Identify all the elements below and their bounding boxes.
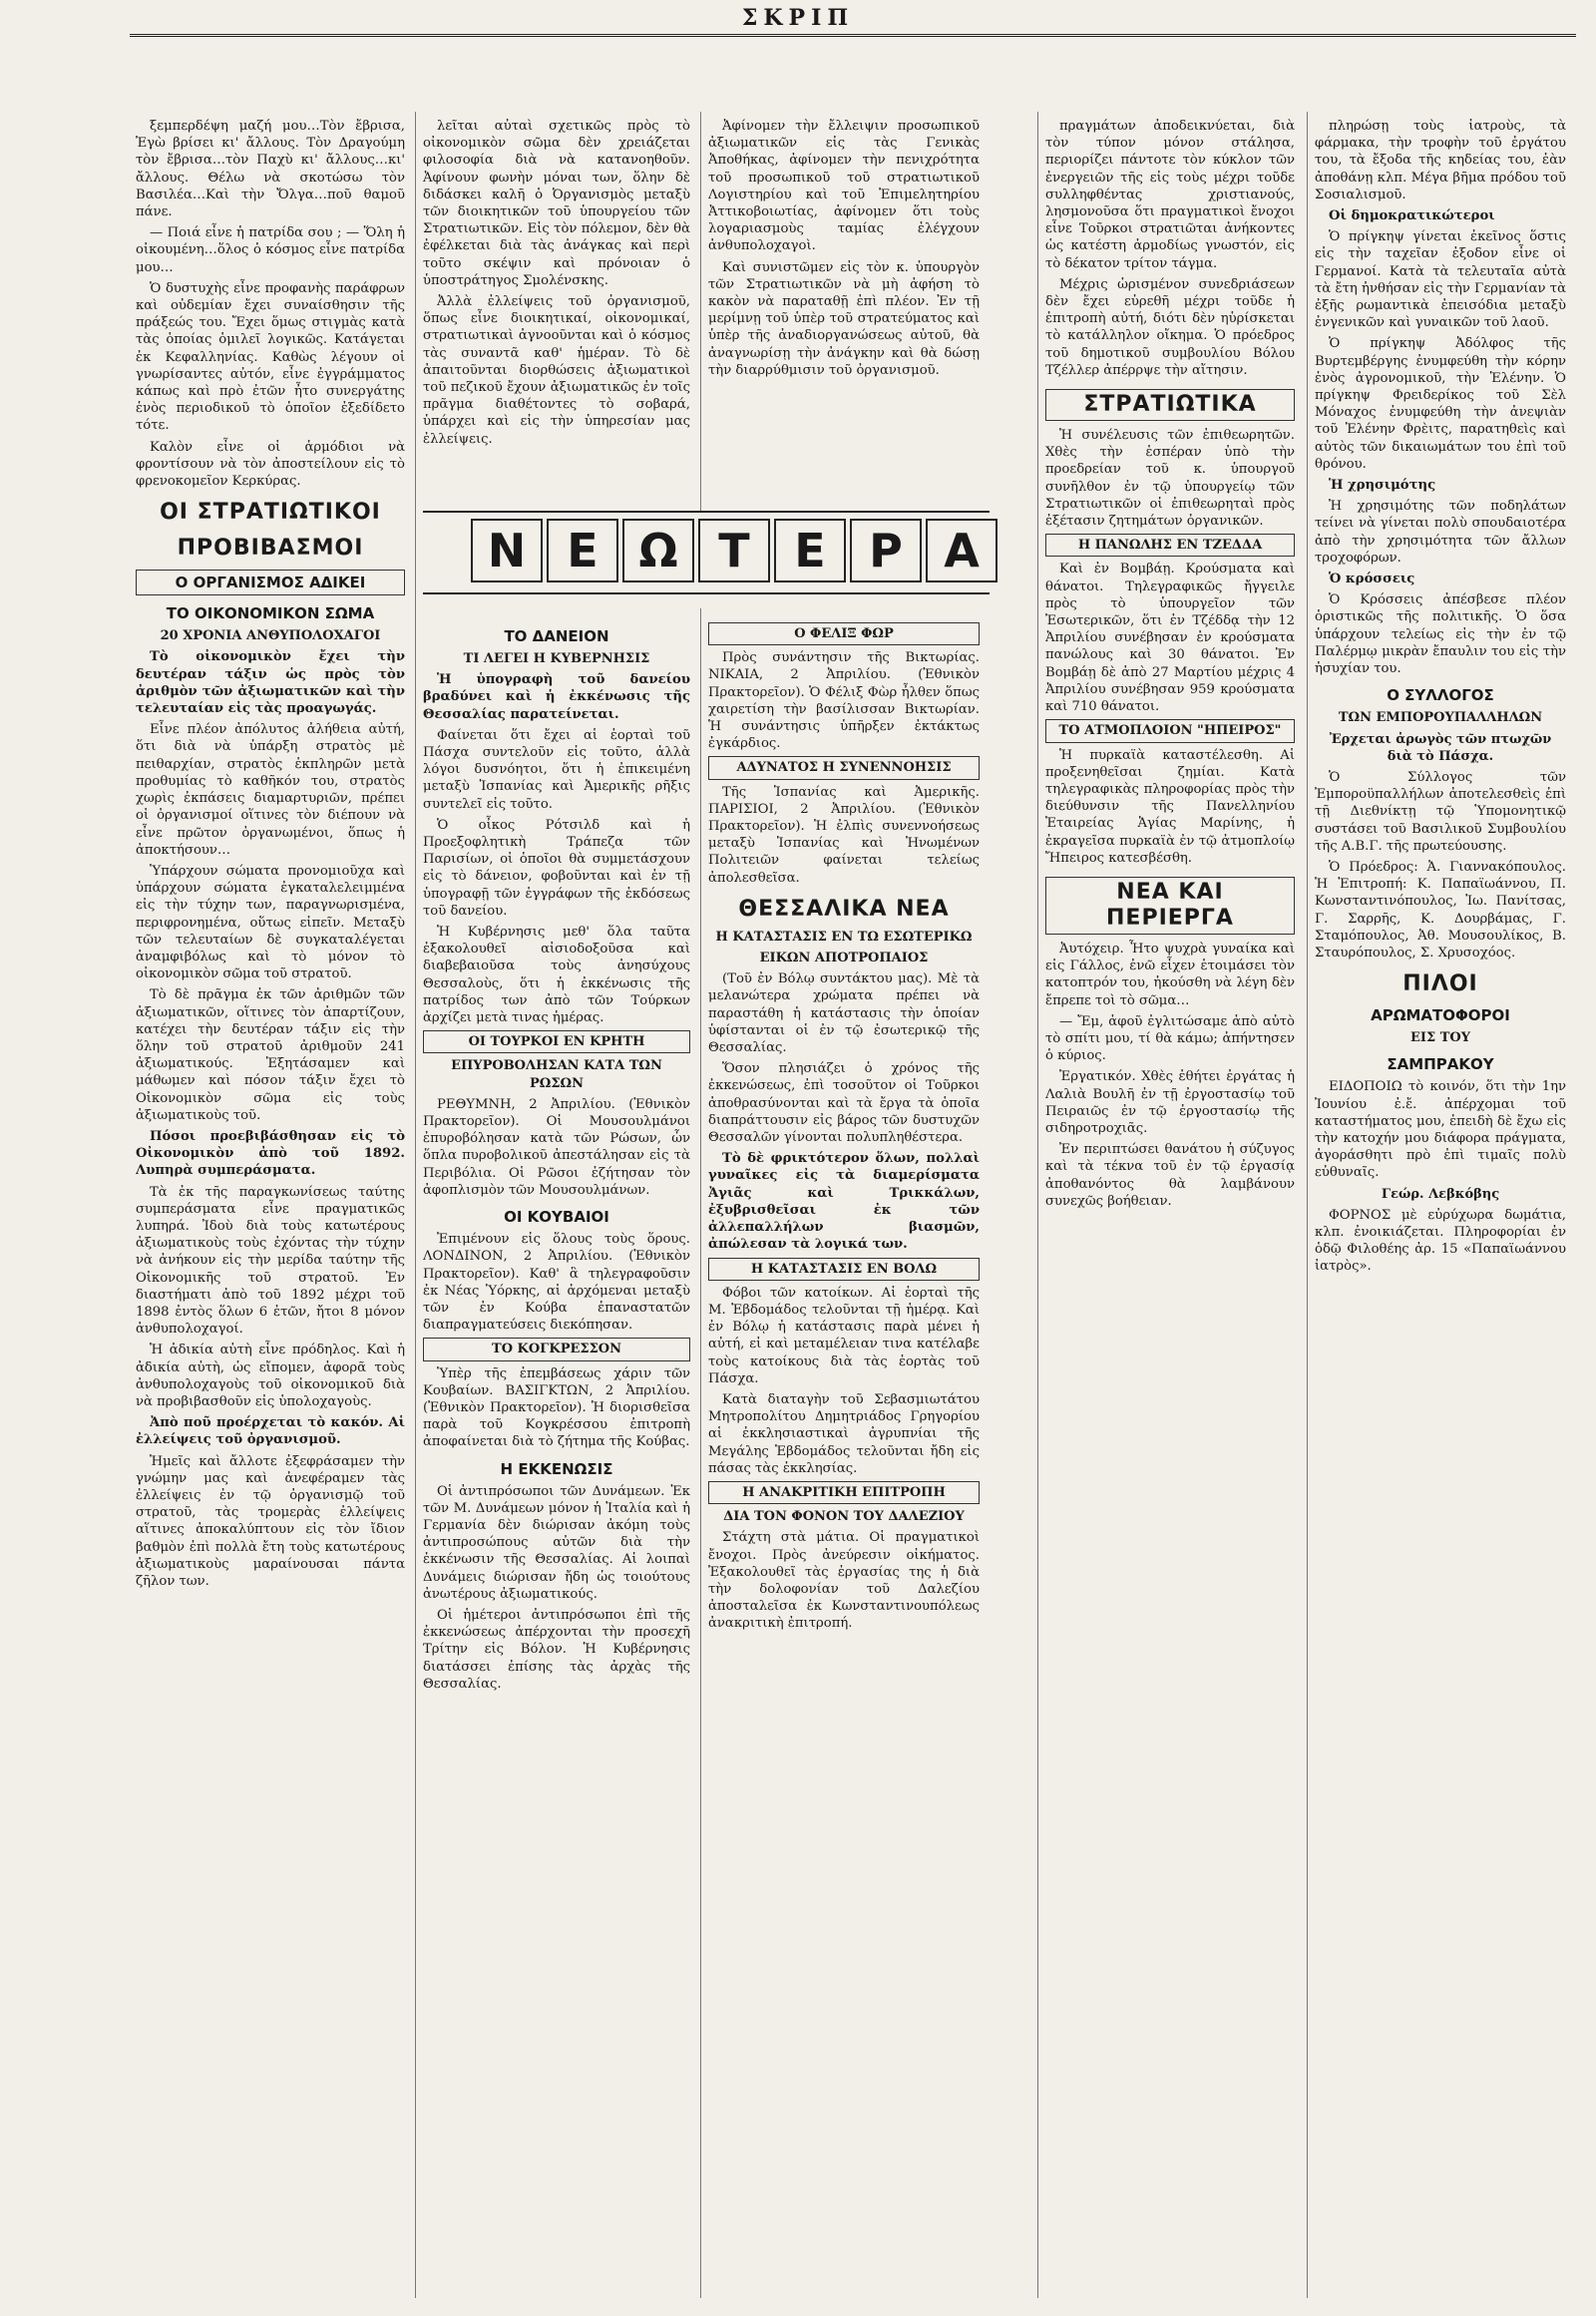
advertisement-text: ΦΟΡΝΟΣ μὲ εὐρύχωρα δωμάτια, κλπ. ἐνοικιάζεται. Πληροφορίαι ἐν ὁδῷ Φιλοθέης ἀρ. 15 «Παπαϊωάννου ἰατρὸς». [1315, 1207, 1566, 1275]
article-text: — Ἔμ, ἀφοῦ ἐγλιτώσαμε ἀπὸ αὐτὸ τὸ σπίτι μου, τί θὰ κάμω; ἀπήντησεν ὁ κύριος. [1045, 1013, 1295, 1064]
column-3-news [708, 618, 980, 2297]
column-2-top [423, 118, 690, 557]
column-divider [700, 112, 701, 511]
article-text: Ὁ δυστυχὴς εἶνε προφανὴς παράφρων καὶ οὐδεμίαν ἔχει συναίσθησιν τῆς πράξεώς του. Ἔχει ὅμως στιγμὰς κατὰ τὰς ὁποίας ὁμιλεῖ λογικῶς. Κατάγεται ἐκ Κεφαλληνίας. Καθὼς λέγουν οἱ γνωρίσαντες αὐτόν, εἶνε ἐγγράμματος κάπως καὶ πρὸ ἐτῶν ἦτο συνεργάτης ἑνὸς περιοδικοῦ τὸ ὁποῖον ἐξεδίδετο τότε. [136, 280, 405, 434]
article-text: Οἱ ἡμέτεροι ἀντιπρόσωποι ἐπὶ τῆς ἐκκενώσεως ἀπέρχονται τὴν προσεχῆ Τρίτην εἰς Βόλον. Ἡ Κυβέρνησις διατάσσει ἐπίσης τὰς ἀρχὰς τῆς Θεσσαλίας. [423, 1607, 690, 1692]
section-lead: Ἡ χρησιμότης [1329, 478, 1436, 494]
article-text: Τὰ ἐκ τῆς παραγκωνίσεως ταύτης συμπεράσματα εἶνε πραγματικῶς λυπηρά. Ἰδοὺ διὰ τοὺς κατωτέρους ἀξιωματικοὺς τοὺς ἐχόντας τὴν τύχην νὰ ἀνήκουν εἰς τὴν μερίδα ταύτην τῆς Οἰκονομικῆς τοῦ στρατοῦ. Ἐν διαστήματι ἀπὸ τοῦ 1892 μέχρι τοῦ 1898 ἐντὸς ὅλων 6 ἐτῶν, ἤτοι 8 μόνον ἀνθυπολοχαγοί. [136, 1184, 405, 1338]
column-3-top [708, 118, 980, 562]
article-text: Ἐν περιπτώσει θανάτου ἡ σύζυγος καὶ τὰ τέκνα τοῦ ἐν τῷ ἐργασίᾳ ἀποθανόντος θὰ λαμβάνουν συνεχῶς βοήθειαν. [1045, 1142, 1295, 1209]
lead-text: Ἡ ὑπογραφὴ τοῦ δανείου βραδύνει καὶ ἡ ἐκκένωσις τῆς Θεσσαλίας παρατείνεται. [423, 672, 690, 722]
article-text: Ἀφίνομεν τὴν ἔλλειψιν προσωπικοῦ ἀξιωματικῶν εἰς τὰς Γενικὰς Ἀποθήκας, ἀφίνομεν τὴν πενιχρότητα τοῦ προσωπικοῦ τοῦ στρατιωτικοῦ Λογιστηρίου καὶ τοῦ Ἐπιμελητηρίου Ἀττικοβοιωτίας, ἀφίνομεν ὅτι τοὺς λογαριασμοὺς ταμίας ἐλέγχουν ἀνθυπολοχαγοὶ. [708, 119, 980, 254]
subheadline: ΤΟ ΟΙΚΟΝΟΜΙΚΟΝ ΣΩΜΑ [166, 604, 375, 623]
banner-letter: Α [926, 519, 998, 582]
column-2-news [423, 618, 690, 2297]
subheadline: Η ΚΑΤΑΣΤΑΣΙΣ ΕΝ ΤΩ ΕΣΩΤΕΡΙΚΩ [715, 929, 973, 945]
subheadline: ΕΙΚΩΝ ΑΠΟΤΡΟΠΑΙΟΣ [759, 951, 929, 966]
subheadline: Ο ΟΡΓΑΝΙΣΜΟΣ ΑΔΙΚΕΙ [136, 570, 405, 595]
advertisement-title: ΑΡΩΜΑΤΟΦΟΡΟΙ [1371, 1006, 1510, 1025]
article-text: πραγμάτων ἀποδεικνύεται, διὰ τὸν τύπον μόνον στάλησα, περιορίζει πάντοτε τὸν κύκλον τῶν ἐνεργειῶν τῆς εἰς τοὺς μέχρι τοῦδε συλληφθέντας χριστιανούς, λησμονοῦσα ὅτι πραγματικοὶ ἔνοχοι εἶνε Τοῦρκοι στρατιῶται ἀνήκοντες ὡς κατέστη ἁρμοδίως γνωστόν, εἰς τὸ δέκατον τρίτον τάγμα. [1045, 119, 1295, 271]
article-text: Ἐργατικόν. Χθὲς ἐθήτει ἐργάτας ἡ Λαλιὰ Βουλῆ ἐν τῇ ἐργοστασίῳ τοῦ Πειραιῶς ἐν τῷ ἐργοστασίῳ τῆς σιδηροτροχιᾶς. [1045, 1069, 1295, 1136]
masthead [0, 0, 1596, 72]
advertisement-title: ΣΑΜΠΡΑΚΟΥ [1387, 1055, 1494, 1074]
subheadline: 20 ΧΡΟΝΙΑ ΑΝΘΥΠΟΛΟΧΑΓΟΙ [160, 628, 381, 644]
advertisement-text: ΕΙΔΟΠΟΙΩ τὸ κοινόν, ὅτι τὴν 1ην Ἰουνίου ἐ.ἔ. ἀπέρχομαι τοῦ καταστήματος μου, ἐπειδὴ δὲ ἔχω εἰς τὴν κατοχήν μου διάφορα πράγματα, ἀγοράσθητι πρὸ ἐπὶ τιμαῖς πολὺ εὐθυναῖς. [1315, 1079, 1566, 1181]
headline: Η ΚΑΤΑΣΤΑΣΙΣ ΕΝ ΒΟΛΩ [708, 1258, 980, 1281]
article-text: ΡΕΘΥΜΝΗ, 2 Ἀπριλίου. (Ἐθνικὸν Πρακτορεῖον). Οἱ Μουσουλμάνοι ἐπυροβόλησαν κατὰ τῶν Ρώσων, ὧν ὅπλα πυροβολικοῦ ἀπεστάλησαν εἰς τὰ Περιβόλια. Οἱ Ρῶσοι ἐζήτησαν τὸν ἀφοπλισμὸν τῶν Μουσουλμάνων. [423, 1096, 690, 1198]
article-text: Στάχτη στὰ μάτια. Οἱ πραγματικοὶ ἔνοχοι. Πρὸς ἀνεύρεσιν οἰκήματος. Ἐξακολουθεῖ τὰς ἐργασίας της ἡ διὰ τὴν δολοφονίαν τοῦ Δαλεζίου ἀποσταλεῖσα ἐκ Κωνσταντινουπόλεως ἀνακριτικὴ ἐπιτροπή. [708, 1530, 980, 1632]
headline: ΝΕΑ ΚΑΙ ΠΕΡΙΕΡΓΑ [1045, 877, 1295, 935]
headline: Ο ΦΕΛΙΞ ΦΩΡ [708, 622, 980, 645]
headline: Η ΕΚΚΕΝΩΣΙΣ [500, 1459, 613, 1478]
subheadline: ΕΠΥΡΟΒΟΛΗΣΑΝ ΚΑΤΑ ΤΩΝ ΡΩΣΩΝ [451, 1058, 662, 1091]
headline: Η ΑΝΑΚΡΙΤΙΚΗ ΕΠΙΤΡΟΠΗ [708, 1481, 980, 1504]
article-text: Μέχρις ὡρισμένον συνεδριάσεων δὲν ἔχει εὑρεθῆ μέχρι τοῦδε ἡ ἐπιτροπὴ αὐτή, διότι δὲν ηὑρίσκεται τὸ κατάλληλον οἴκημα. Ὁ πρόεδρος τοῦ δημοτικοῦ συμβουλίου Βόλου Τζέλλερ ἀπέρρψε τὴν αἴτησιν. [1045, 276, 1295, 378]
headline: ΟΙ ΣΤΡΑΤΙΩΤΙΚΟΙ [160, 500, 381, 526]
article-text: Ὁ πρίγκηψ γίνεται ἐκεῖνος ὅστις εἰς τὴν ταχεῖαν ἐξοδον εἶνε οἱ Γερμανοί. Κατὰ τὰ τελευταῖα αὐτὰ τὰ ἔτη ἠνθήσαν εἰς τὴν Γερμανίαν τὰ ἐξῆς ρωμαντικὰ ἐπεισόδια μεταξὺ ἐνγενικῶν καὶ γυναικῶν τοῦ λαοῦ. [1315, 229, 1566, 331]
article-text: Πρὸς συνάντησιν τῆς Βικτωρίας. ΝΙΚΑΙΑ, 2 Ἀπριλίου. (Ἐθνικὸν Πρακτορεῖον). Ὁ Φέλιξ Φὼρ ἦλθεν ὅπως χαιρετίση τὴν βασίλισσαν Βικτωρίαν. Ἡ συνάντησις ὑπῆρξεν ἐκτάκτως ἐγκάρδιος. [708, 650, 980, 752]
news-banner [471, 519, 1109, 582]
article-text: Ὁ Κρόσσεις ἀπέσβεσε πλέον ὁριστικῶς τῆς πολιτικῆς. Ὁ ὅσα ὑπάρχουν τελείως εἰς τὴν ἐν τῷ Παλέρμῳ μικρὰν ἔπαυλιν του εἰς τὴν ἡσυχίαν του. [1315, 592, 1566, 677]
advertisement-title: ΠΙΛΟΙ [1402, 971, 1478, 997]
banner-letter: Ρ [850, 519, 922, 582]
article-text: Ὑπὲρ τῆς ἐπεμβάσεως χάριν τῶν Κουβαίων. ΒΑΣΙΓΚΤΩΝ, 2 Ἀπριλίου. (Ἐθνικὸν Πρακτορεῖον). Ἡ διορισθεῖσα παρὰ τοῦ Κογκρέσσου ἐπιτροπὴ ἀποφαίνεται διὰ τὸ ζήτημα τῆς Κούβας. [423, 1365, 690, 1450]
article-text: Ἡμεῖς καὶ ἄλλοτε ἐξεφράσαμεν τὴν γνώμην μας καὶ ἀνεφέραμεν τὰς ἐλλείψεις ἐν τῷ ὀργανισμῷ τοῦ στρατοῦ, τὰς τρομερὰς ἐλλείψεις αἵτινες ἀποκαλύπτουν εἰς τὸν ἴδιον βαθμὸν ἐπὶ πολλὰ ἔτη τοὺς κατωτέρους ἀξιωματικοὺς μαραίνουσαι πάντα ζῆλον των. [136, 1453, 405, 1590]
column-4 [1045, 118, 1295, 2297]
article-text: Ὑπάρχουν σώματα προνομιοῦχα καὶ ὑπάρχουν σώματα ἐγκαταλελειμμένα εἰς τὴν τύχην των, παραγνωρισμένα, περιφρονημένα, οὕτως εἰπεῖν. Μεταξὺ τῶν τελευταίων δὲ συγκαταλέγεται ἀναμφιβόλως καὶ τὸ μόνον τὸ οἰκονομικὸν σῶμα τοῦ στρατοῦ. [136, 863, 405, 982]
article-text: Ἀυτόχειρ. Ἦτο ψυχρὰ γυναίκα καὶ εἰς Γάλλος, ἐνῶ εἶχεν ἑτοιμάσει τὸν κατοπτρόν του, ἠκούσθη νὰ λέγη δὲν ἔπρεπε τοὶ τὸ σῶμα… [1045, 941, 1295, 1008]
headline: ΤΟ ΑΤΜΟΠΛΟΙΟΝ "ΗΠΕΙΡΟΣ" [1045, 719, 1295, 742]
article-text: Καλὸν εἶνε οἱ ἁρμόδιοι νὰ φροντίσουν νὰ τὸν ἀποστείλουν εἰς τὸ φρενοκομεῖον Κερκύρας. [136, 439, 405, 490]
article-text: Ὅσον πλησιάζει ὁ χρόνος τῆς ἐκκενώσεως, ἐπὶ τοσοῦτον οἱ Τοῦρκοι ἀποθρασύνονται καὶ τὰ ἔργα τὰ ὁποῖα διαπράττουσιν εἰς βάρος τῶν δυστυχῶν Θεσσαλῶν γίνονται πολυπληθέστερα. [708, 1061, 980, 1146]
article-text: Ἐπιμένουν εἰς ὅλους τοὺς ὅρους. ΛΟΝΔΙΝΟΝ, 2 Ἀπριλίου. (Ἐθνικὸν Πρακτορεῖον). Καθ' ἃ τηλεγραφοῦσιν ἐκ Νέας Ὑόρκης, αἱ ἀρχόμεναι μεταξὺ τῶν ἐν Κούβα ἐπαναστατῶν διαπραγματεύσεις διεκόπησαν. [423, 1232, 690, 1334]
section-lead: Ὁ κρόσσεις [1329, 572, 1415, 587]
article-text: Ἡ χρησιμότης τῶν ποδηλάτων τείνει νὰ γίνεται πολὺ σπουδαιοτέρα ἀπὸ τὴν χρησιμότητα τῶν ἄλλων τροχοφόρων. [1315, 499, 1566, 566]
lead-text: Τὸ οἰκονομικὸν ἔχει τὴν δευτέραν τάξιν ὡς πρὸς τὸν ἀριθμὸν τῶν ἀξιωματικῶν καὶ τὴν τελευταίαν εἰς τὰς προαγωγάς. [136, 649, 405, 717]
masthead-rule [130, 34, 1576, 37]
headline: ΠΡΟΒΙΒΑΣΜΟΙ [177, 536, 364, 562]
headline: ΤΟ ΚΟΓΚΡΕΣΣΟΝ [423, 1338, 690, 1360]
advertisement-signature: Γεώρ. Λεβκόβης [1381, 1186, 1500, 1202]
article-text: — Ποιά εἶνε ἡ πατρίδα σου ; — Ὅλη ἡ οἰκουμένη…ὅλος ὁ κόσμος εἶνε πατρίδα μου… [136, 225, 405, 275]
article-text: Φαίνεται ὅτι ἔχει αἱ ἑορταὶ τοῦ Πάσχα συντελοῦν εἰς τοῦτο, ἀλλὰ λόγοι δυσνόητοι, ὅτι ἡ ἐπικειμένη μεταξὺ Ἱσπανίας καὶ Ἀμερικῆς ρῆξις συντελεῖ εἰς τοῦτο. [423, 727, 690, 812]
article-text: Ἡ πυρκαϊὰ καταστέλεσθη. Αἱ προξενηθεῖσαι ζημίαι. Κατὰ τηλεγραφικὰς πληροφορίας πρὸς τὴν διεύθυνσιν τῆς Πανελληνίου Ἑταιρείας Ἁγίας Μαρίνης, ἡ ἐκραγεῖσα πυρκαϊὰ ἐν τῷ ἀτμοπλοίῳ Ἤπειρος κατεσβέσθη. [1045, 747, 1295, 866]
article-text: Ὁ πρίγκηψ Ἀδόλφος τῆς Βυρτεμβέργης ἐνυμφεύθη τὴν κόρην ἑνὸς ἀγρονομικοῦ, τὴν Ἑλένην. Ὁ πρίγκηψ Φρειδερίκος τοῦ Σὲλ Μόναχος ἐνυμφεύθη τὴν ἀνεψιὰν τοῦ Ἑλένην Φρὲιτς, παρατηθεὶς καὶ αὐτὸς τῶν δικαιωμάτων του ἐπὶ τοῦ θρόνου. [1315, 336, 1566, 472]
banner-letter: Ε [774, 519, 846, 582]
article-text: Ἡ ἀδικία αὐτὴ εἶνε πρόδηλος. Καὶ ἡ ἀδικία αὐτὴ, ὡς εἴπομεν, ἀφορᾶ τοὺς ἀνθυπολοχαγοὺς τοῦ οἰκονομικοῦ διὰ νὰ προβιβασθοῦν εἰς ὑπολοχαγοὺς. [136, 1343, 405, 1409]
subheadline: ΔΙΑ ΤΟΝ ΦΟΝΟΝ ΤΟΥ ΔΑΛΕΖΙΟΥ [723, 1509, 965, 1525]
column-divider [1037, 112, 1038, 2298]
subheadline: ΤΙ ΛΕΓΕΙ Η ΚΥΒΕΡΝΗΣΙΣ [463, 651, 650, 666]
headline: ΤΟ ΔΑΝΕΙΟΝ [504, 627, 609, 645]
column-5 [1315, 118, 1566, 2297]
article-text: Εἶνε πλέον ἀπόλυτος ἀλήθεια αὐτή, ὅτι διὰ νὰ ὑπάρξη στρατὸς μὲ πειθαρχίαν, στρατὸς ἐκπληρῶν μετὰ προθυμίας τὸ καθῆκόν του, στρατὸς χωρὶς ἐκπάσεις διαμαρτυριῶν, πρέπει οἱ ὀργανισμοί οἵτινες τὸν διέπουν νὰ εἶνε πρῶτον ὀργανωμένοι, ὅπως ἡ ἀποκτήσουν… [136, 722, 405, 858]
article-text: Οἱ ἀντιπρόσωποι τῶν Δυνάμεων. Ἐκ τῶν Μ. Δυνάμεων μόνον ἡ Ἰταλία καὶ ἡ Γερμανία δὲν διώρισαν ἀκόμη τοὺς ἀντιπροσώπους αὐτῶν διὰ τὴν ἐκκένωσιν τῆς Θεσσαλίας. Αἱ λοιπαὶ Δυνάμεις διώρισαν ἤδη ὡς τοιούτους ἀνωτέρους ἀξιωματικούς. [423, 1483, 690, 1602]
article-text: Ὁ Σύλλογος τῶν Ἐμποροϋπαλλήλων ἀποτελεσθεὶς ἐπὶ τῇ Διεθνίκτῃ τῷ Ὑπομονητικῷ συστάσει τοῦ Βασιλικοῦ Συμβουλίου τῆς Α.Β.Γ. τῆς πρωτεύουσης. [1315, 769, 1566, 854]
article-text: Ὁ οἶκος Ρότσιλδ καὶ ἡ Προεξοφλητικὴ Τράπεζα τῶν Παρισίων, οἱ ὁποῖοι θὰ συμμετάσχουν εἰς τὸ δάνειον, φοβοῦνται καὶ ἐν τῇ ὑπογραφῇ τῶν ἐγγράφων τῆς ἐκδόσεως τοῦ δανείου. [423, 817, 690, 919]
headline: ΑΔΥΝΑΤΟΣ Η ΣΥΝΕΝΝΟΗΣΙΣ [708, 756, 980, 779]
article-text: πληρώσῃ τοὺς ἰατροὺς, τὰ φάρμακα, τὴν τροφὴν τοῦ ἐργάτου του, τὰ ἔξοδα τῆς κηδείας του, ἐὰν ἀποθάνῃ κλπ. Μέγα βῆμα πρόδου τοῦ Σοσιαλισμοῦ. [1315, 119, 1566, 202]
article-text: Ἡ συνέλευσις τῶν ἐπιθεωρητῶν. Χθὲς τὴν ἑσπέραν ὑπὸ τὴν προεδρείαν τοῦ κ. ὑπουργοῦ συνῆλθον ἐν τῷ ὑπουργείῳ τῶν Στρατιωτικῶν οἱ ἐπιθεωρηταὶ πρὸς ἐξέτασιν ζητημάτων ὀργανικῶν. [1045, 428, 1295, 530]
newspaper-name: ΣΚΡΙΠ [741, 5, 855, 31]
lead-text: Τὸ δὲ φρικτότερον ὅλων, πολλαὶ γυναῖκες εἰς τὰ διαμερίσματα Ἀγιᾶς καὶ Τρικκάλων, ἐξυβρισθεῖσαι ἐκ τῶν ἀλλεπαλλήλων βιασμῶν, ἀπώλεσαν τὰ λογικά των. [708, 1151, 980, 1253]
article-text: Φόβοι τῶν κατοίκων. Αἱ ἑορταὶ τῆς Μ. Ἑβδομάδος τελοῦνται τῇ ἡμέρᾳ. Καὶ ἐν Βόλῳ ἡ κατάστασις παρὰ μένει ἡ αὐτή, εἰ καὶ μεταμέλειαν τινα κατέλαβε τοὺς κατοίκους διὰ τὰς ἑορτὰς τοῦ Πάσχα. [708, 1285, 980, 1386]
banner-letter: Ε [547, 519, 618, 582]
banner-letter: Ν [471, 519, 543, 582]
article-text: Ὁ Πρόεδρος: Ἀ. Γιαννακόπουλος. Ἡ Ἐπιτροπή: Κ. Παπαϊωάννου, Π. Κωνσταντινόπουλος, Ἰω. Πανίτσας, Γ. Σαρρῆς, Κ. Δουρβάμας, Γ. Σταμόπουλος, Ἀθ. Μουσουλίκος, Β. Σταυρόπουλος, Σ. Χρυσοχόος. [1315, 859, 1566, 961]
article-text: Καὶ συνιστῶμεν εἰς τὸν κ. ὑπουργὸν τῶν Στρατιωτικῶν νὰ μὴ ἀφήση τὸ κακὸν νὰ παραταθῇ ἐπὶ πλέον. Ἐν τῇ μερίμνῃ τοῦ ὑπὲρ τοῦ στρατεύματος καὶ ὑπὲρ τῆς ἀναδιοργανώσεως αὐτοῦ, θὰ ἀναγνωρίσῃ τὴν ἀνάγκην καὶ θὰ δώσῃ τὴν διαρρύθμισιν τοῦ ὀργανισμοῦ. [708, 259, 980, 378]
column-divider [415, 112, 416, 2298]
headline: Ο ΣΥΛΛΟΓΟΣ [1387, 686, 1494, 705]
headline: ΣΤΡΑΤΙΩΤΙΚΑ [1045, 389, 1295, 421]
article-text: Τὸ δὲ πρᾶγμα ἐκ τῶν ἀριθμῶν τῶν ἀξιωματικῶν, οἵτινες τὸν ἀπαρτίζουν, κατέχει τὴν δευτέραν τάξιν εἰς τὴν ὅλην τοῦ στρατοῦ ἀριθμοῦν 241 ἀξιωματικούς. Ἐξητάσαμεν καὶ μάθωμεν καὶ πόσον τάξιν ἔχει τὸ Οἰκονομικὸν σῶμα εἰς τοὺς ἀξιωματικοὺς τοῦ. [136, 987, 405, 1123]
column-divider [700, 608, 701, 2298]
advertisement-subtitle: ΕΙΣ ΤΟΥ [1410, 1030, 1470, 1046]
section-lead: Πόσοι προεβιβάσθησαν εἰς τὸ Οἰκονομικὸν ἀπὸ τοῦ 1892. Λυπηρὰ συμπεράσματα. [136, 1128, 405, 1179]
banner-rule [423, 511, 990, 513]
subheadline: Ἐρχεται ἀρωγὸς τῶν πτωχῶν διὰ τὸ Πάσχα. [1329, 731, 1552, 764]
article-text: Ἀλλὰ ἐλλείψεις τοῦ ὀργανισμοῦ, ὅπως εἶνε διοικητικαί, οἰκονομικαί, στρατιωτικαὶ ἀγνοοῦνται καὶ ὁ κόσμος τὰς συναντᾶ καθ' ἡμέραν. Τὸ δὲ ἀπαιτοῦνται διορθώσεις ἀξιωματικοὶ τοῦ πεζικοῦ ἔχουν ἀξιωματικῶς ἐν τοῖς πρᾶγμα διαθέτοντες τὸ σοβαρά, ὑπάρχει καὶ εἰς τὴν ὑπηρεσίαν μας ἐλλείψεις. [423, 294, 690, 447]
headline: Η ΠΑΝΩΛΗΣ ΕΝ ΤΖΕΔΔΑ [1045, 534, 1295, 557]
article-text: (Τοῦ ἐν Βόλῳ συντάκτου μας). Μὲ τὰ μελανώτερα χρώματα πρέπει νὰ παραστάθη ἡ κατάστασις τὴν ὁποίαν ὑφίστανται οἱ ἐν τῷ ἐσωτερικῷ τῆς Θεσσαλίας. [708, 971, 980, 1056]
article-text: Κατὰ διαταγὴν τοῦ Σεβασμιωτάτου Μητροπολίτου Δημητριάδος Γρηγορίου αἱ ἐκκλησιαστικαὶ ἀγρυπνίαι τῆς Μεγάλης Ἑβδομάδος τελοῦνται ἤδη εἰς πάσας τὰς ἐκκλησίας. [708, 1391, 980, 1476]
headline: ΟΙ ΤΟΥΡΚΟΙ ΕΝ ΚΡΗΤΗ [423, 1030, 690, 1053]
subheadline: ΤΩΝ ΕΜΠΟΡΟΥΠΑΛΛΗΛΩΝ [1338, 710, 1543, 726]
article-text: Ἡ Κυβέρνησις μεθ' ὅλα ταῦτα ἐξακολουθεῖ αἰσιοδοξοῦσα καὶ διαβεβαιοῦσα τοὺς ἀνησύχους Θεσσαλοὺς, ὅτι ἡ ἐκκένωσις τῆς πατρίδος των ἀπὸ τῶν Τούρκων ἀρχίζει μετὰ τινας ἡμέρας. [423, 925, 690, 1026]
column-divider [1307, 112, 1308, 2298]
column-1 [136, 118, 405, 2297]
article-text: λεῖται αὐταὶ σχετικῶς πρὸς τὸ οἰκονομικὸν σῶμα δὲν χρειάζεται φιλοσοφία διὰ νὰ κατανοηθοῦν. Ἀφίνουν φωνὴν μόναι των, ὅλην δὲ διδάσκει καλῆ ὁ Ὀργανισμὸς μεταξὺ τῶν διοικητικῶν τοῦ ὑπουργείου τῶν Στρατιωτικῶν. Εἰς τὸν πόλεμον, δὲν θὰ ἐφέλκεται διὰ τὰς ἀνάγκας καὶ περὶ τοῦτο σκέψιν καὶ πρόνοιαν ὁ ὑποστράτηγος Σμολένσκης. [423, 119, 690, 288]
article-text: Καὶ ἐν Βομβάῃ. Κρούσματα καὶ θάνατοι. Τηλεγραφικῶς ἤγγειλε πρὸς τὸ ὑπουργεῖον τῶν Ἐσωτερικῶν, ὅτι ἐν Τζέδδᾳ τὴν 12 Ἀπριλίου συνέβησαν ἐν κρούσματα πανώλους καὶ 30 θάνατοι. Ἐν Βομβάῃ δὲ ἀπὸ 27 Μαρτίου μέχρις 4 Ἀπριλίου συνέβησαν 959 κρούσματα καὶ 710 θάνατοι. [1045, 562, 1295, 715]
banner-rule [423, 592, 990, 594]
section-lead: Ἀπὸ ποῦ προέρχεται τὸ κακόν. Αἱ ἐλλείψεις τοῦ ὀργανισμοῦ. [136, 1415, 405, 1448]
banner-letter: Τ [698, 519, 770, 582]
section-lead: Οἱ δημοκρατικώτεροι [1329, 208, 1495, 224]
headline: ΘΕΣΣΑΛΙΚΑ ΝΕΑ [738, 896, 950, 922]
article-text: Τῆς Ἱσπανίας καὶ Ἀμερικῆς. ΠΑΡΙΣΙΟΙ, 2 Ἀπριλίου. (Ἐθνικὸν Πρακτορεῖον). Ἡ ἐλπὶς συνεννοήσεως μεταξὺ Ἱσπανίας καὶ Ἡνωμένων Πολιτειῶν φαίνεται τελείως ἀπολεσθεῖσα. [708, 784, 980, 886]
banner-letter: Ω [622, 519, 694, 582]
headline: ΟΙ ΚΟΥΒΑΙΟΙ [504, 1208, 609, 1227]
article-text: ξεμπερδέψη μαζή μου…Τὸν ἔβρισα, Ἐγὼ βρίσει κι' ἄλλους. Τὸν Δραγούμη τὸν ἔβρισα…τὸν Παχὺ κι' ἄλλους…κι' ἄλλους. Θέλω νὰ σκοτώσω τὸν Βασιλέα…Καὶ τὴν Ὄλγα…ποῦ θαμοῦ πάνε. [136, 119, 405, 220]
